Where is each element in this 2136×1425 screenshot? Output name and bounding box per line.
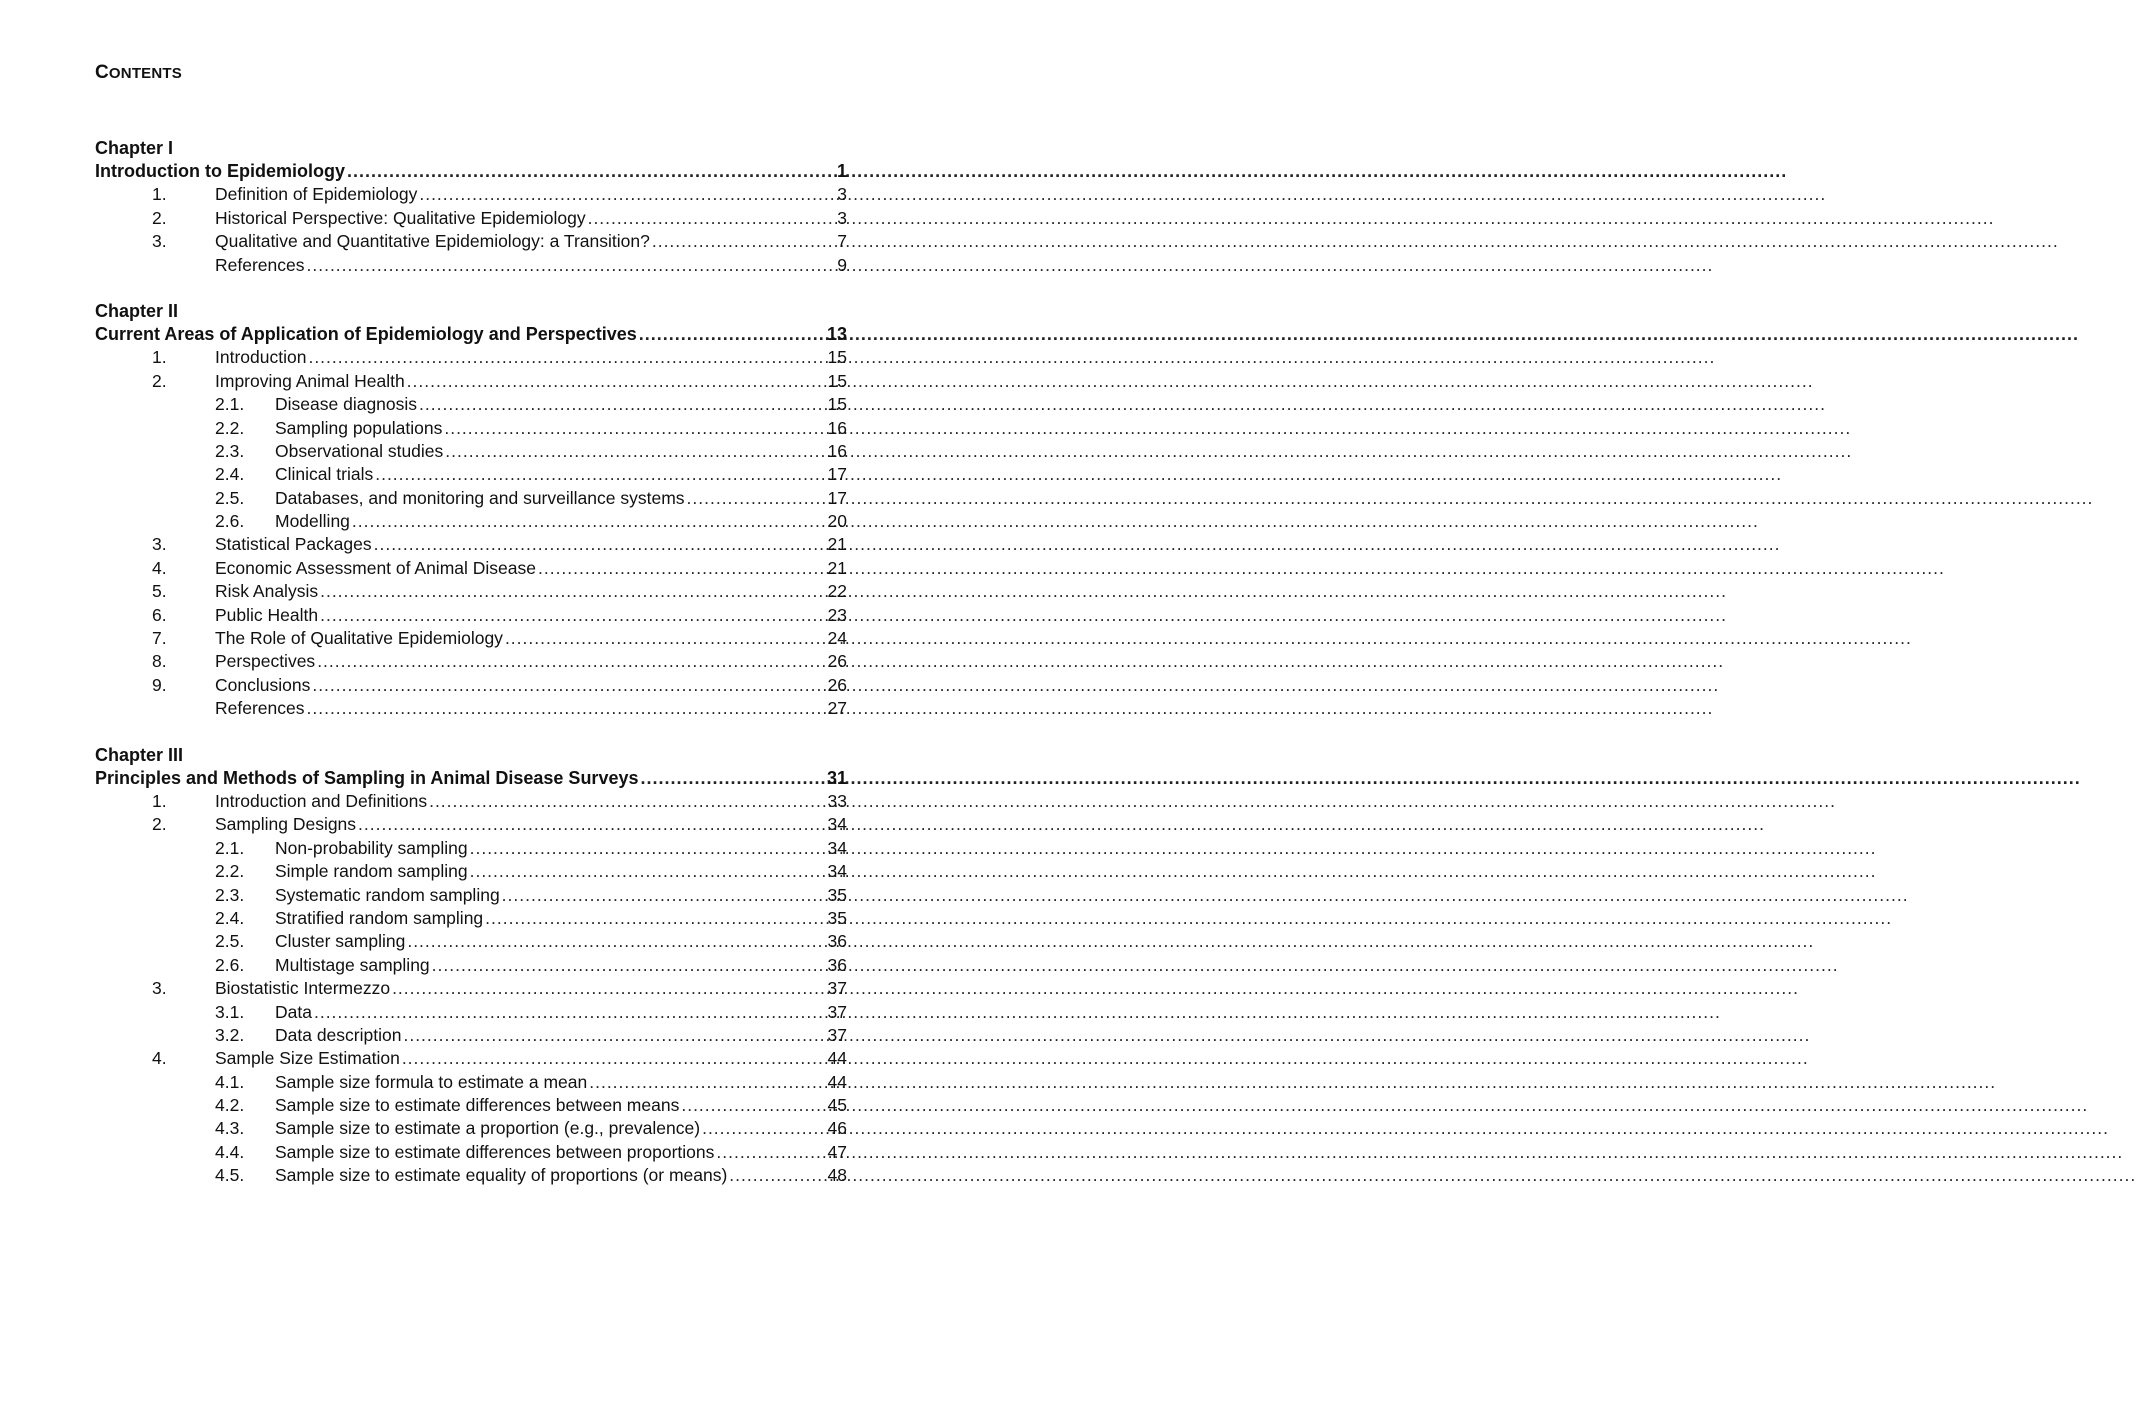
page-number: 37 (827, 1024, 847, 1045)
subentry-number: 2.1. (215, 837, 245, 858)
subentry-number: 4.4. (215, 1141, 245, 1162)
toc-subentry[interactable] (95, 1071, 847, 1094)
page-number: 34 (827, 861, 847, 882)
page-number: 33 (827, 790, 847, 811)
chapter-block (95, 744, 847, 1188)
toc-entry[interactable] (95, 674, 847, 697)
dot-leader (314, 1001, 820, 1024)
toc-entry[interactable] (95, 557, 847, 580)
page-number: 48 (827, 1165, 847, 1186)
entry-number: 4. (152, 557, 167, 578)
entry-text: Modelling (275, 511, 350, 532)
toc-subentry[interactable] (95, 463, 847, 486)
subentry-number: 4.5. (215, 1165, 245, 1186)
subentry-number: 4.3. (215, 1118, 245, 1139)
page-number: 9 (837, 254, 847, 275)
page-number: 26 (827, 674, 847, 695)
entry-text: Data (275, 1001, 312, 1022)
subentry-number: 2.5. (215, 487, 245, 508)
toc-subentry[interactable] (95, 1024, 847, 1047)
subentry-number: 2.2. (215, 861, 245, 882)
contents-heading-initial: C (95, 62, 109, 83)
dot-leader (429, 790, 820, 813)
dot-leader (307, 254, 821, 277)
toc-entry[interactable] (95, 1047, 847, 1070)
dot-leader (589, 1071, 820, 1094)
entry-text: References (215, 254, 305, 275)
page-number: 37 (827, 978, 847, 999)
entry-text: Simple random sampling (275, 861, 468, 882)
toc-entry[interactable] (95, 230, 847, 253)
entry-text: Economic Assessment of Animal Disease (215, 557, 536, 578)
dot-leader (640, 767, 820, 790)
dot-leader (470, 837, 820, 860)
dot-leader (392, 977, 820, 1000)
entry-text: Statistical Packages (215, 534, 372, 555)
entry-text: Qualitative and Quantitative Epidemiology: a Transition? (215, 231, 650, 252)
page-number: 20 (827, 511, 847, 532)
page-number: 17 (827, 487, 847, 508)
page-number: 22 (827, 581, 847, 602)
page-number: 34 (827, 814, 847, 835)
toc-subentry[interactable] (95, 930, 847, 953)
toc-entry[interactable] (95, 604, 847, 627)
dot-leader (307, 697, 821, 720)
entry-text: Improving Animal Health (215, 370, 405, 391)
entry-number: 3. (152, 534, 167, 555)
chapter-label: Chapter III (95, 744, 184, 765)
dot-leader (702, 1117, 820, 1140)
page-number: 36 (827, 954, 847, 975)
toc-subentry[interactable] (95, 954, 847, 977)
toc-entry[interactable] (95, 627, 847, 650)
entry-number: 3. (152, 978, 167, 999)
dot-leader (538, 557, 820, 580)
subentry-number: 2.6. (215, 511, 245, 532)
dot-leader (358, 813, 820, 836)
entry-text: Introduction (215, 347, 307, 368)
entry-text: Systematic random sampling (275, 884, 500, 905)
entry-text: Databases, and monitoring and surveillance systems (275, 487, 685, 508)
subentry-number: 3.1. (215, 1001, 245, 1022)
subentry-number: 2.6. (215, 954, 245, 975)
page-number: 24 (827, 628, 847, 649)
dot-leader (639, 323, 820, 346)
entry-number: 1. (152, 790, 167, 811)
toc-entry[interactable] (95, 977, 847, 1000)
entry-text: Historical Perspective: Qualitative Epidemiology (215, 207, 586, 228)
toc-subentry[interactable] (95, 393, 847, 416)
entry-text: Clinical trials (275, 464, 374, 485)
dot-leader (320, 604, 820, 627)
entry-number: 1. (152, 184, 167, 205)
page-number: 31 (826, 767, 847, 788)
toc-entry[interactable] (95, 346, 847, 369)
entry-text: Definition of Epidemiology (215, 184, 418, 205)
page-number: 15 (827, 394, 847, 415)
toc-entry[interactable] (95, 697, 847, 720)
toc-subentry[interactable] (95, 1164, 847, 1187)
toc-subentry[interactable] (95, 884, 847, 907)
page-number: 15 (827, 347, 847, 368)
entry-text: The Role of Qualitative Epidemiology (215, 628, 503, 649)
dot-leader (652, 230, 820, 253)
dot-leader (432, 954, 820, 977)
entry-number: 1. (152, 347, 167, 368)
subentry-number: 2.5. (215, 931, 245, 952)
toc-subentry[interactable] (95, 417, 847, 440)
page-number: 27 (827, 698, 847, 719)
dot-leader (308, 346, 820, 369)
entry-text: Sampling Designs (215, 814, 357, 835)
entry-text: Sample size to estimate differences between means (275, 1095, 680, 1116)
dot-leader (375, 463, 820, 486)
entry-text: Sample size formula to estimate a mean (275, 1071, 588, 1092)
page-number: 47 (827, 1141, 847, 1162)
page-number: 21 (827, 534, 847, 555)
toc-entry[interactable] (95, 207, 847, 230)
toc-subentry[interactable] (95, 1001, 847, 1024)
dot-leader (445, 440, 820, 463)
page-number: 35 (827, 907, 847, 928)
toc-subentry[interactable] (95, 1141, 847, 1164)
dot-leader (317, 650, 820, 673)
entry-text: Sample Size Estimation (215, 1048, 400, 1069)
entry-text: Perspectives (215, 651, 316, 672)
dot-leader (352, 510, 820, 533)
subentry-number: 2.3. (215, 884, 245, 905)
toc-entry[interactable] (95, 790, 847, 813)
table-of-contents (95, 137, 847, 1211)
toc-subentry[interactable] (95, 837, 847, 860)
page-number: 34 (827, 837, 847, 858)
page-number: 35 (827, 884, 847, 905)
chapter-block (95, 137, 847, 277)
page-number: 15 (827, 370, 847, 391)
page-number: 3 (837, 184, 847, 205)
entry-number: 3. (152, 231, 167, 252)
entry-text: References (215, 698, 305, 719)
dot-leader (419, 393, 820, 416)
toc-subentry[interactable] (95, 440, 847, 463)
dot-leader (347, 160, 820, 183)
chapter-title: Principles and Methods of Sampling in Animal Disease Surveys (95, 767, 639, 788)
entry-text: Observational studies (275, 440, 444, 461)
entry-number: 2. (152, 207, 167, 228)
page-number: 16 (827, 417, 847, 438)
dot-leader (502, 884, 820, 907)
toc-entry[interactable] (95, 650, 847, 673)
entry-number: 2. (152, 370, 167, 391)
entry-text: Sampling populations (275, 417, 443, 438)
entry-text: Conclusions (215, 674, 311, 695)
toc-subentry[interactable] (95, 860, 847, 883)
entry-number: 5. (152, 581, 167, 602)
page-number: 7 (837, 231, 847, 252)
entry-number: 9. (152, 674, 167, 695)
dot-leader (470, 860, 820, 883)
chapter-label: Chapter II (95, 300, 179, 321)
entry-number: 4. (152, 1048, 167, 1069)
page-number: 36 (827, 931, 847, 952)
contents-heading-rest: ONTENTS (108, 65, 182, 82)
subentry-number: 4.2. (215, 1095, 245, 1116)
entry-number: 7. (152, 628, 167, 649)
dot-leader (402, 1047, 820, 1070)
entry-text: Stratified random sampling (275, 907, 484, 928)
entry-text: Cluster sampling (275, 931, 406, 952)
chapter-title: Introduction to Epidemiology (95, 161, 345, 181)
dot-leader (403, 1024, 820, 1047)
dot-leader (485, 907, 820, 930)
toc-subentry[interactable] (95, 487, 847, 510)
dot-leader (505, 627, 820, 650)
subentry-number: 2.1. (215, 394, 245, 415)
entry-text: Introduction and Definitions (215, 790, 428, 811)
chapter-title-row[interactable] (95, 767, 847, 790)
page-number: 23 (827, 604, 847, 625)
entry-text: Sample size to estimate a proportion (e.g., prevalence) (275, 1118, 701, 1139)
toc-entry[interactable] (95, 254, 847, 277)
toc-entry[interactable] (95, 183, 847, 206)
entry-text: Risk Analysis (215, 581, 319, 602)
page-number: 3 (837, 207, 847, 228)
dot-leader (716, 1141, 820, 1164)
page-number: 26 (827, 651, 847, 672)
subentry-number: 2.4. (215, 464, 245, 485)
dot-leader (444, 417, 820, 440)
contents-heading (95, 62, 182, 84)
page-number: 21 (827, 557, 847, 578)
subentry-number: 2.2. (215, 417, 245, 438)
chapter-title-row[interactable] (95, 323, 847, 346)
subentry-number: 2.4. (215, 907, 245, 928)
dot-leader (320, 580, 820, 603)
chapter-title-row[interactable] (95, 160, 847, 183)
entry-text: Biostatistic Intermezzo (215, 978, 391, 999)
subentry-number: 4.1. (215, 1071, 245, 1092)
entry-number: 2. (152, 814, 167, 835)
page-number: 16 (827, 440, 847, 461)
toc-subentry[interactable] (95, 1117, 847, 1140)
entry-text: Public Health (215, 604, 319, 625)
dot-leader (312, 674, 820, 697)
subentry-number: 2.3. (215, 440, 245, 461)
dot-leader (407, 370, 820, 393)
page-number: 37 (827, 1001, 847, 1022)
page-number: 17 (827, 464, 847, 485)
entry-text: Non-probability sampling (275, 837, 468, 858)
dot-leader (588, 207, 820, 230)
entry-text: Sample size to estimate equality of proportions (or means) (275, 1165, 728, 1186)
toc-subentry[interactable] (95, 907, 847, 930)
entry-text: Disease diagnosis (275, 394, 418, 415)
page-number: 1 (836, 161, 847, 181)
toc-entry[interactable] (95, 533, 847, 556)
entry-text: Multistage sampling (275, 954, 430, 975)
entry-text: Sample size to estimate differences between proportions (275, 1141, 715, 1162)
chapter-block (95, 300, 847, 721)
dot-leader (407, 930, 820, 953)
entry-text: Data description (275, 1024, 402, 1045)
page-number: 46 (827, 1118, 847, 1139)
toc-subentry[interactable] (95, 510, 847, 533)
toc-entry[interactable] (95, 370, 847, 393)
entry-number: 6. (152, 604, 167, 625)
page-number: 13 (826, 323, 847, 344)
page-number: 44 (827, 1071, 847, 1092)
toc-subentry[interactable] (95, 1094, 847, 1117)
toc-entry[interactable] (95, 813, 847, 836)
page-number: 44 (827, 1048, 847, 1069)
chapter-title: Current Areas of Application of Epidemiology and Perspectives (95, 323, 637, 344)
toc-entry[interactable] (95, 580, 847, 603)
dot-leader (419, 183, 820, 206)
page-number: 45 (827, 1095, 847, 1116)
subentry-number: 3.2. (215, 1024, 245, 1045)
entry-number: 8. (152, 651, 167, 672)
dot-leader (687, 487, 820, 510)
dot-leader (729, 1164, 820, 1187)
dot-leader (681, 1094, 820, 1117)
chapter-label: Chapter I (95, 138, 174, 158)
dot-leader (374, 533, 820, 556)
